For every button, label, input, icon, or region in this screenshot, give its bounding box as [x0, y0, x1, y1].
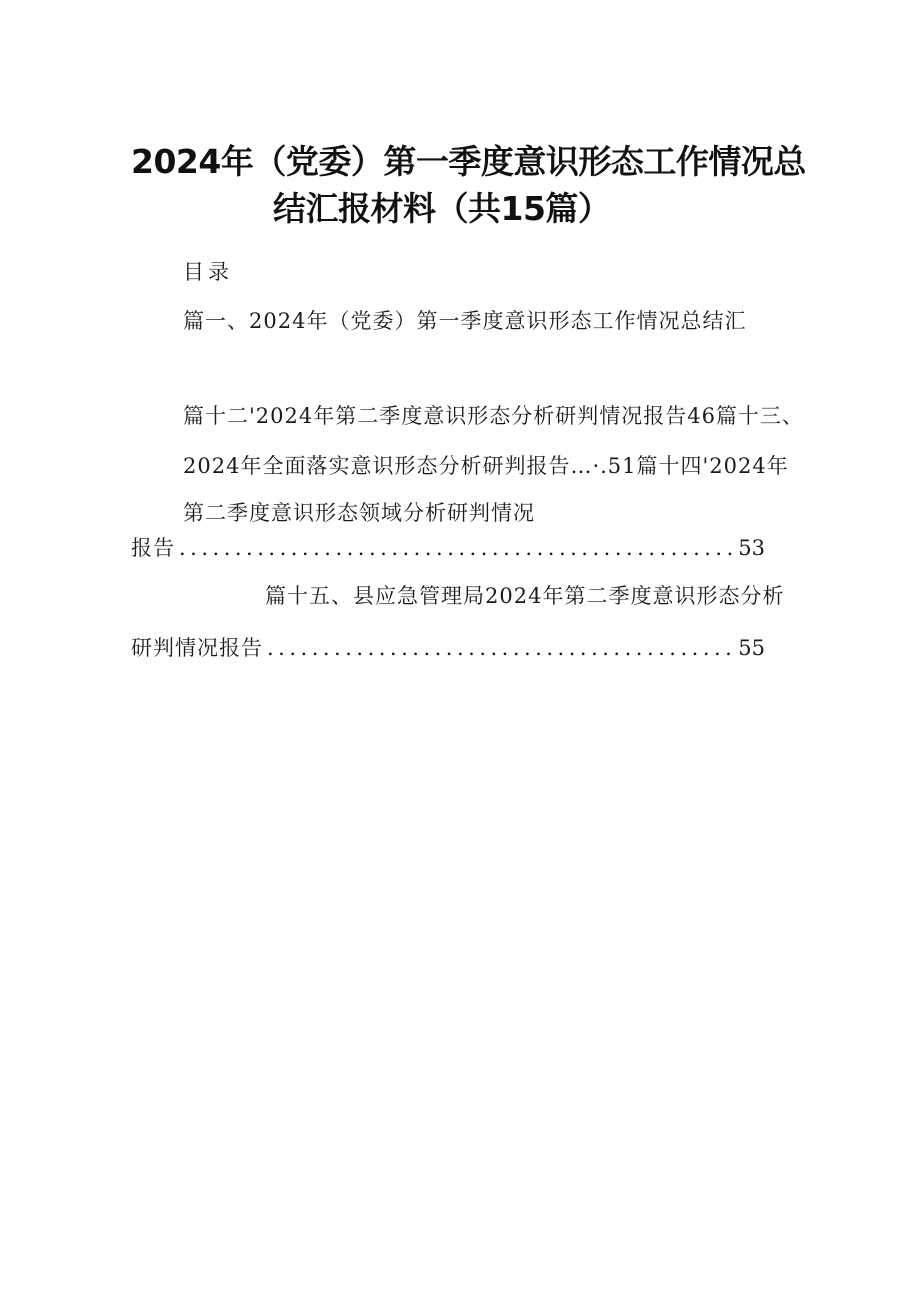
document-title-line-2: 结汇报材料（共15篇）: [273, 189, 611, 228]
toc-entry-text: 研判情况报告: [131, 636, 263, 660]
document-title-line-1: 2024年（党委）第一季度意识形态工作情况总: [131, 142, 806, 181]
dot-leader: [179, 536, 734, 560]
toc-heading: 目录: [183, 260, 233, 284]
toc-line: 第二季度意识形态领域分析研判情况: [183, 501, 535, 525]
toc-line: 2024年全面落实意识形态分析研判报告…·.51篇十四'2024年: [183, 454, 789, 478]
dot-leader: [267, 636, 734, 660]
toc-line: 篇十五、县应急管理局2024年第二季度意识形态分析: [265, 584, 785, 608]
toc-line: 篇一、2024年（党委）第一季度意识形态工作情况总结汇: [183, 309, 747, 333]
toc-entry-with-page: [131, 532, 765, 562]
toc-entry-with-page: [131, 632, 765, 662]
toc-page-number: 55: [738, 636, 765, 660]
toc-line: 篇十二'2024年第二季度意识形态分析研判情况报告46篇十三、: [183, 404, 804, 428]
toc-page-number: 53: [738, 536, 765, 560]
toc-entry-text: 报告: [131, 536, 175, 560]
